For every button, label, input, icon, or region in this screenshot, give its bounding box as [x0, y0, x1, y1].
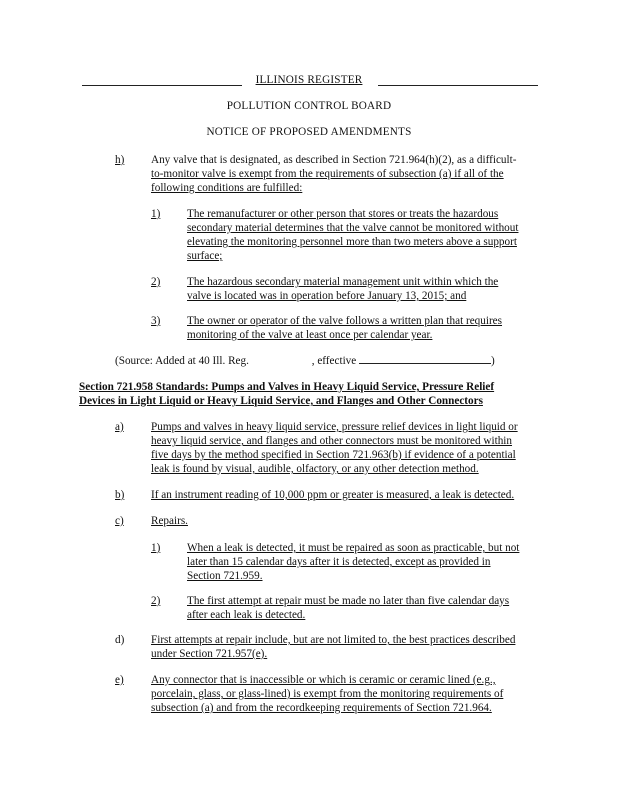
a-label: a) — [115, 421, 124, 433]
e-paragraph — [151, 673, 551, 715]
a-paragraph — [151, 420, 551, 476]
c-item-line: Section 721.959. — [187, 570, 263, 582]
e-line: Any connector that is inaccessible or which is ceramic or ceramic lined (e.g., — [151, 674, 496, 686]
source-effective: , effective — [311, 355, 360, 367]
c-item-label: 2) — [151, 595, 161, 607]
section-heading-line: Devices in Light Liquid or Heavy Liquid Service, and Flanges and Other Connectors — [79, 395, 483, 407]
h-item — [187, 275, 547, 303]
e-line: porcelain, glass, or glass-lined) is exempt from the monitoring requirements of — [151, 688, 504, 700]
h-item-line: surface; — [187, 250, 223, 262]
d-line: under Section 721.957(e). — [151, 648, 268, 660]
h-item-label: 1) — [151, 208, 161, 220]
h-item-label: 3) — [151, 315, 161, 327]
h-label: h) — [115, 154, 125, 166]
notice-title: NOTICE OF PROPOSED AMENDMENTS — [206, 126, 412, 138]
source-text: (Source: Added at 40 Ill. Reg. — [115, 355, 252, 367]
h-line: Any valve that is designated, as described in Section 721.964(h)(2), as a difficult- — [151, 154, 517, 166]
h-item-line: valve is located was in operation before January 13, 2015; and — [187, 290, 467, 302]
h-item-line: elevating the monitoring personnel more than two meters above a support — [187, 236, 517, 248]
source-blank-date — [359, 353, 491, 364]
c-label: c) — [115, 515, 124, 527]
h-item-line: secondary material determines that the valve cannot be monitored without — [187, 222, 519, 234]
c-item — [187, 594, 552, 622]
section-heading-line: Section 721.958 Standards: Pumps and Valves in Heavy Liquid Service, Pressure Relief — [79, 381, 495, 393]
e-line: subsection (a) and from the recordkeeping requirements of Section 721.964. — [151, 702, 492, 714]
source-close: ) — [491, 355, 495, 367]
c-item — [187, 541, 552, 583]
c-item-line: The first attempt at repair must be made no later than five calendar days — [187, 595, 510, 607]
section-heading — [79, 380, 549, 408]
e-label: e) — [115, 674, 124, 686]
a-line: leak is found by visual, audible, olfactory, or any other detection method. — [151, 463, 479, 475]
h-item-label: 2) — [151, 276, 161, 288]
d-label: d) — [115, 634, 125, 646]
register-title: ILLINOIS REGISTER — [255, 74, 363, 86]
c-item-line: later than 15 calendar days after it is detected, except as provided in — [187, 556, 491, 568]
c-item-line: after each leak is detected. — [187, 609, 306, 621]
a-line: Pumps and valves in heavy liquid service, pressure relief devices in light liquid or — [151, 421, 518, 433]
d-paragraph — [151, 633, 551, 661]
h-line: following conditions are fulfilled: — [151, 182, 303, 194]
h-item-line: The remanufacturer or other person that stores or treats the hazardous — [187, 208, 499, 220]
h-item-line: monitoring of the valve at least once per calendar year. — [187, 329, 433, 341]
source-note — [115, 353, 545, 368]
h-item-line: The owner or operator of the valve follows a written plan that requires — [187, 315, 503, 327]
c-item-label: 1) — [151, 542, 161, 554]
h-item — [187, 314, 547, 342]
a-line: heavy liquid service, and flanges and other connectors must be monitored within — [151, 435, 513, 447]
a-line: five days by the method specified in Section 721.963(b) if evidence of a potential — [151, 449, 516, 461]
c-paragraph: Repairs. — [151, 515, 188, 527]
board-title: POLLUTION CONTROL BOARD — [226, 100, 392, 112]
h-item-line: The hazardous secondary material management unit within which the — [187, 276, 499, 288]
b-paragraph: If an instrument reading of 10,000 ppm or greater is measured, a leak is detected. — [151, 489, 515, 501]
d-line: First attempts at repair include, but are not limited to, the best practices described — [151, 634, 516, 646]
h-paragraph — [151, 153, 546, 195]
b-label: b) — [115, 489, 125, 501]
h-line: to-monitor valve is exempt from the requirements of subsection (a) if all of the — [151, 168, 504, 180]
c-item-line: When a leak is detected, it must be repaired as soon as practicable, but not — [187, 542, 520, 554]
h-item — [187, 207, 547, 263]
